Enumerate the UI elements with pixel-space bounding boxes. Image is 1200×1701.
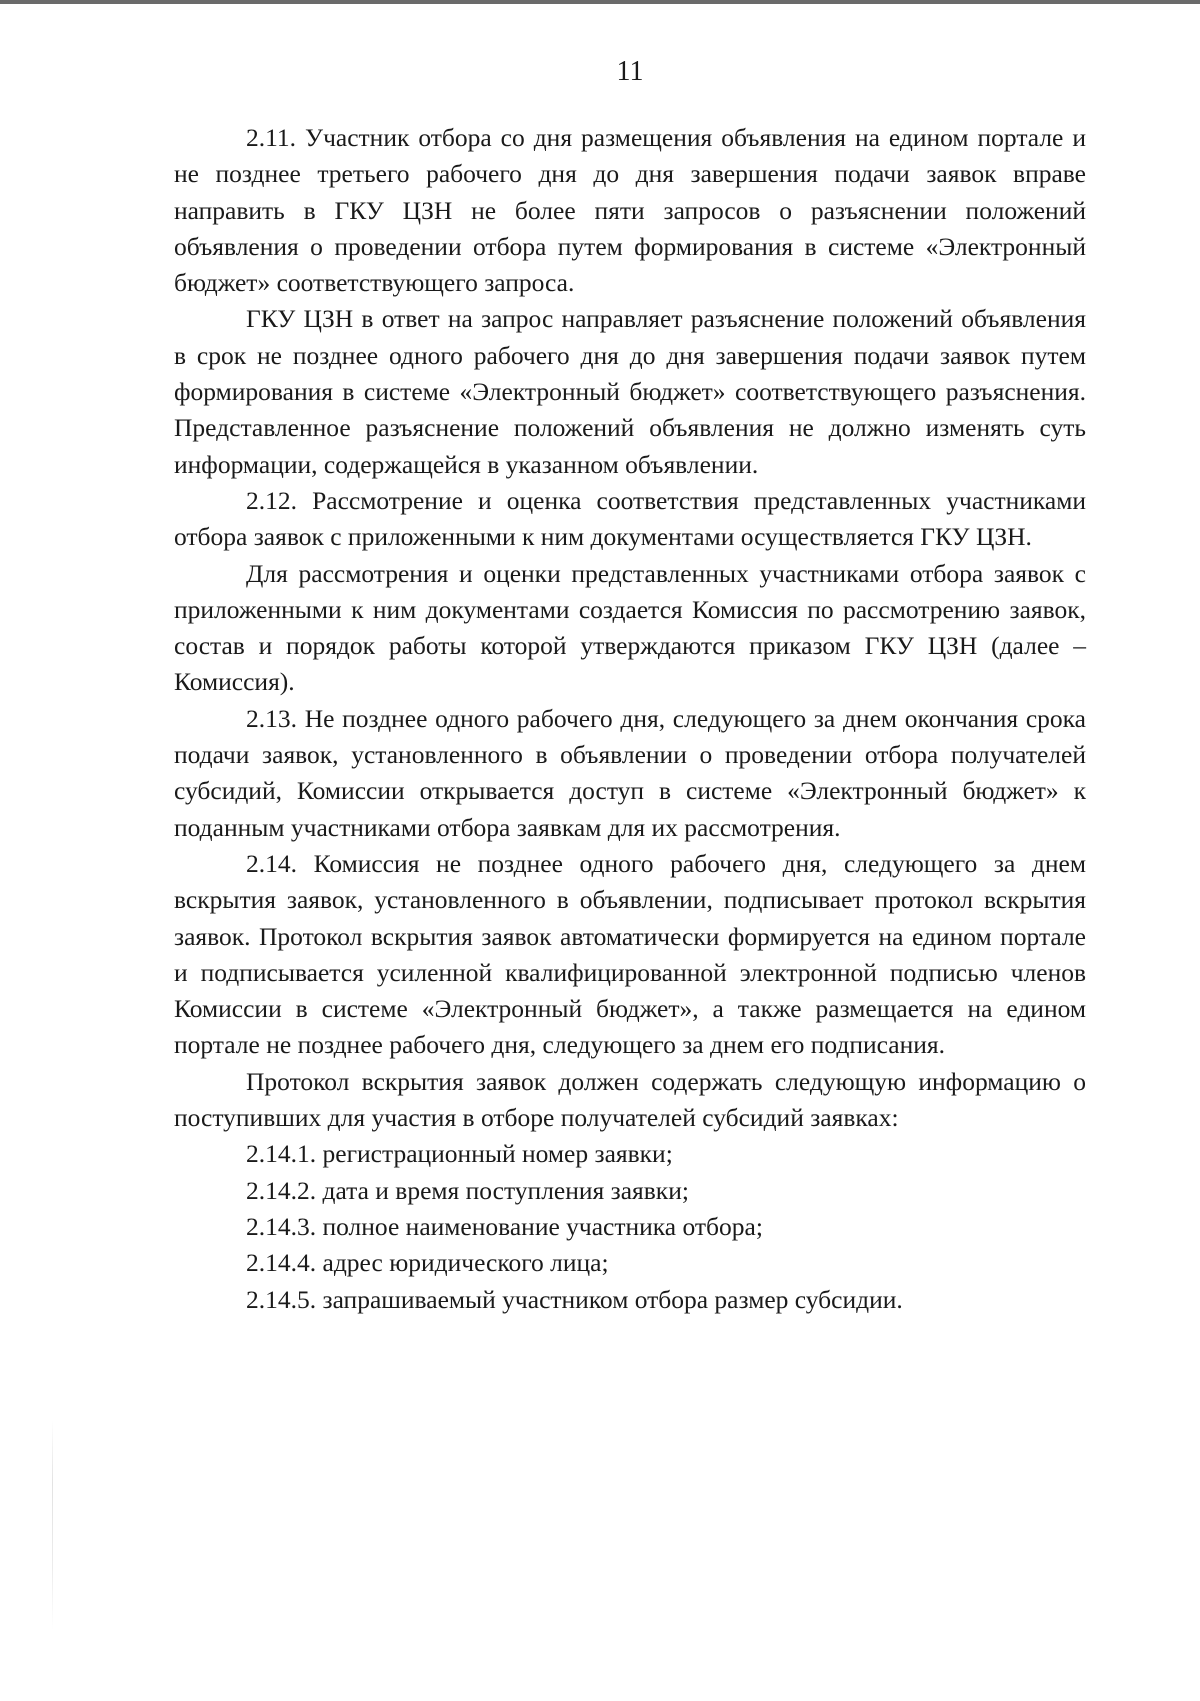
paragraph-2-11: 2.11. Участник отбора со дня размещения объявления на едином портале и не позднее третьего рабочего дня до дня завершения подачи заявок вправе направить в ГКУ ЦЗН не более пяти запросов о разъяснении положений объявления о проведении отбора путем формирования в системе «Электронный бюджет» соответствующего запроса.	[174, 123, 1086, 298]
list-item-2-14-2: 2.14.2. дата и время поступления заявки;	[246, 1175, 689, 1205]
paragraph-commission: Для рассмотрения и оценки представленных участниками отбора заявок с приложенными к ним документами создается Комиссия по рассмотрению заявок, состав и порядок работы которой утверждаются приказом ГКУ ЦЗН (далее – Комиссия).	[174, 558, 1086, 697]
paragraph-clarification-response: ГКУ ЦЗН в ответ на запрос направляет разъяснение положений объявления в срок не позднее одного рабочего дня до дня завершения подачи заявок путем формирования в системе «Электронный бюджет» соответствующего разъяснения. Представленное разъяснение положений объявления не должно изменять суть информации, содержащейся в указанном объявлении.	[174, 304, 1086, 479]
paragraph-2-13: 2.13. Не позднее одного рабочего дня, следующего за днем окончания срока подачи заявок, установленного в объявлении о проведении отбора получателей субсидий, Комиссии открывается доступ в системе «Электронный бюджет» к поданным участниками отбора заявкам для их рассмотрения.	[174, 703, 1086, 842]
page-number: 11	[616, 56, 644, 87]
list-item-2-14-5: 2.14.5. запрашиваемый участником отбора размер субсидии.	[246, 1284, 903, 1314]
list-item-2-14-1: 2.14.1. регистрационный номер заявки;	[246, 1139, 673, 1169]
list-item-2-14-4: 2.14.4. адрес юридического лица;	[246, 1248, 609, 1278]
paragraph-protocol-contents: Протокол вскрытия заявок должен содержать следующую информацию о поступивших для участия в отборе получателей субсидий заявках:	[174, 1066, 1086, 1133]
paragraph-2-14: 2.14. Комиссия не позднее одного рабочего дня, следующего за днем вскрытия заявок, установленного в объявлении, подписывает протокол вскрытия заявок. Протокол вскрытия заявок автоматически формируется на едином портале и подписывается усиленной квалифицированной электронной подписью членов Комиссии в системе «Электронный бюджет», а также размещается на едином портале не позднее рабочего дня, следующего за днем его подписания.	[174, 848, 1086, 1060]
paragraph-2-12: 2.12. Рассмотрение и оценка соответствия представленных участниками отбора заявок с приложенными к ним документами осуществляется ГКУ ЦЗН.	[174, 485, 1086, 552]
scan-artifact-line	[52, 1420, 53, 1630]
document-body	[174, 120, 1086, 1318]
list-item-2-14-3: 2.14.3. полное наименование участника отбора;	[246, 1211, 763, 1241]
